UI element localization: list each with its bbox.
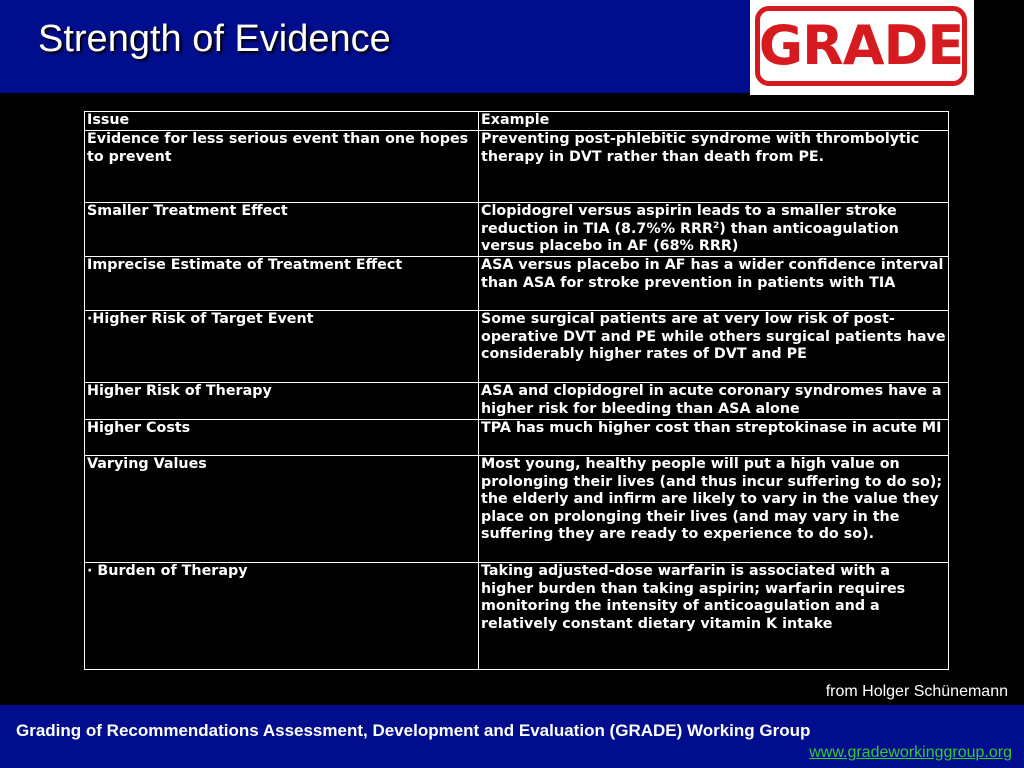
grade-logo-text: GRADE [758,14,964,77]
evidence-table-container [84,111,946,670]
footer-link[interactable]: www.gradeworkinggroup.org [809,744,1012,761]
slide-title: Strength of Evidence [38,18,391,60]
table-row [85,131,949,203]
issue-cell: Higher Costs [85,420,479,456]
issue-cell: · Burden of Therapy [85,563,479,670]
header-issue: Issue [85,112,479,131]
issue-cell: Varying Values [85,456,479,563]
grade-logo [750,0,974,95]
footer-text: Grading of Recommendations Assessment, Development and Evaluation (GRADE) Working Group [16,721,811,740]
example-cell: Taking adjusted-dose warfarin is associated with a higher burden than taking aspirin; warfarin requires monitoring the intensity of anticoagulation and a relatively constant dietary vitamin K intake [479,563,949,670]
title-bar [0,0,750,93]
example-text-pre: Clopidogrel versus aspirin leads to a smaller stroke reduction in TIA (8.7%% RRR [481,203,897,237]
footer-bar [0,705,1024,768]
evidence-table [84,111,949,670]
source-note: from Holger Schünemann [825,683,1008,700]
table-header-row [85,112,949,131]
table-row [85,456,949,563]
grade-logo-frame [755,6,967,86]
table-row [85,563,949,670]
example-cell: Some surgical patients are at very low risk of post-operative DVT and PE while others surgical patients have considerably higher rates of DVT and PE [479,311,949,383]
example-cell: Most young, healthy people will put a high value on prolonging their lives (and thus incur suffering to do so); the elderly and infirm are likely to vary in the value they place on prolonging their lives (and may vary in the suffering they are ready to experience to do so). [479,456,949,563]
superscript: 2 [713,220,720,231]
header-example: Example [479,112,949,131]
table-row [85,383,949,420]
table-row [85,257,949,311]
issue-cell: Imprecise Estimate of Treatment Effect [85,257,479,311]
issue-cell: Higher Risk of Therapy [85,383,479,420]
issue-cell: ·Higher Risk of Target Event [85,311,479,383]
issue-cell: Smaller Treatment Effect [85,203,479,257]
example-cell [479,203,949,257]
example-cell: Preventing post-phlebitic syndrome with thrombolytic therapy in DVT rather than death from PE. [479,131,949,203]
table-row [85,311,949,383]
table-row [85,203,949,257]
table-row [85,420,949,456]
example-cell: ASA and clopidogrel in acute coronary syndromes have a higher risk for bleeding than ASA alone [479,383,949,420]
example-cell: TPA has much higher cost than streptokinase in acute MI [479,420,949,456]
example-text-post: ) than anticoagulation versus placebo in AF (68% RRR) [481,220,899,254]
issue-cell: Evidence for less serious event than one hopes to prevent [85,131,479,203]
example-cell: ASA versus placebo in AF has a wider confidence interval than ASA for stroke prevention in patients with TIA [479,257,949,311]
